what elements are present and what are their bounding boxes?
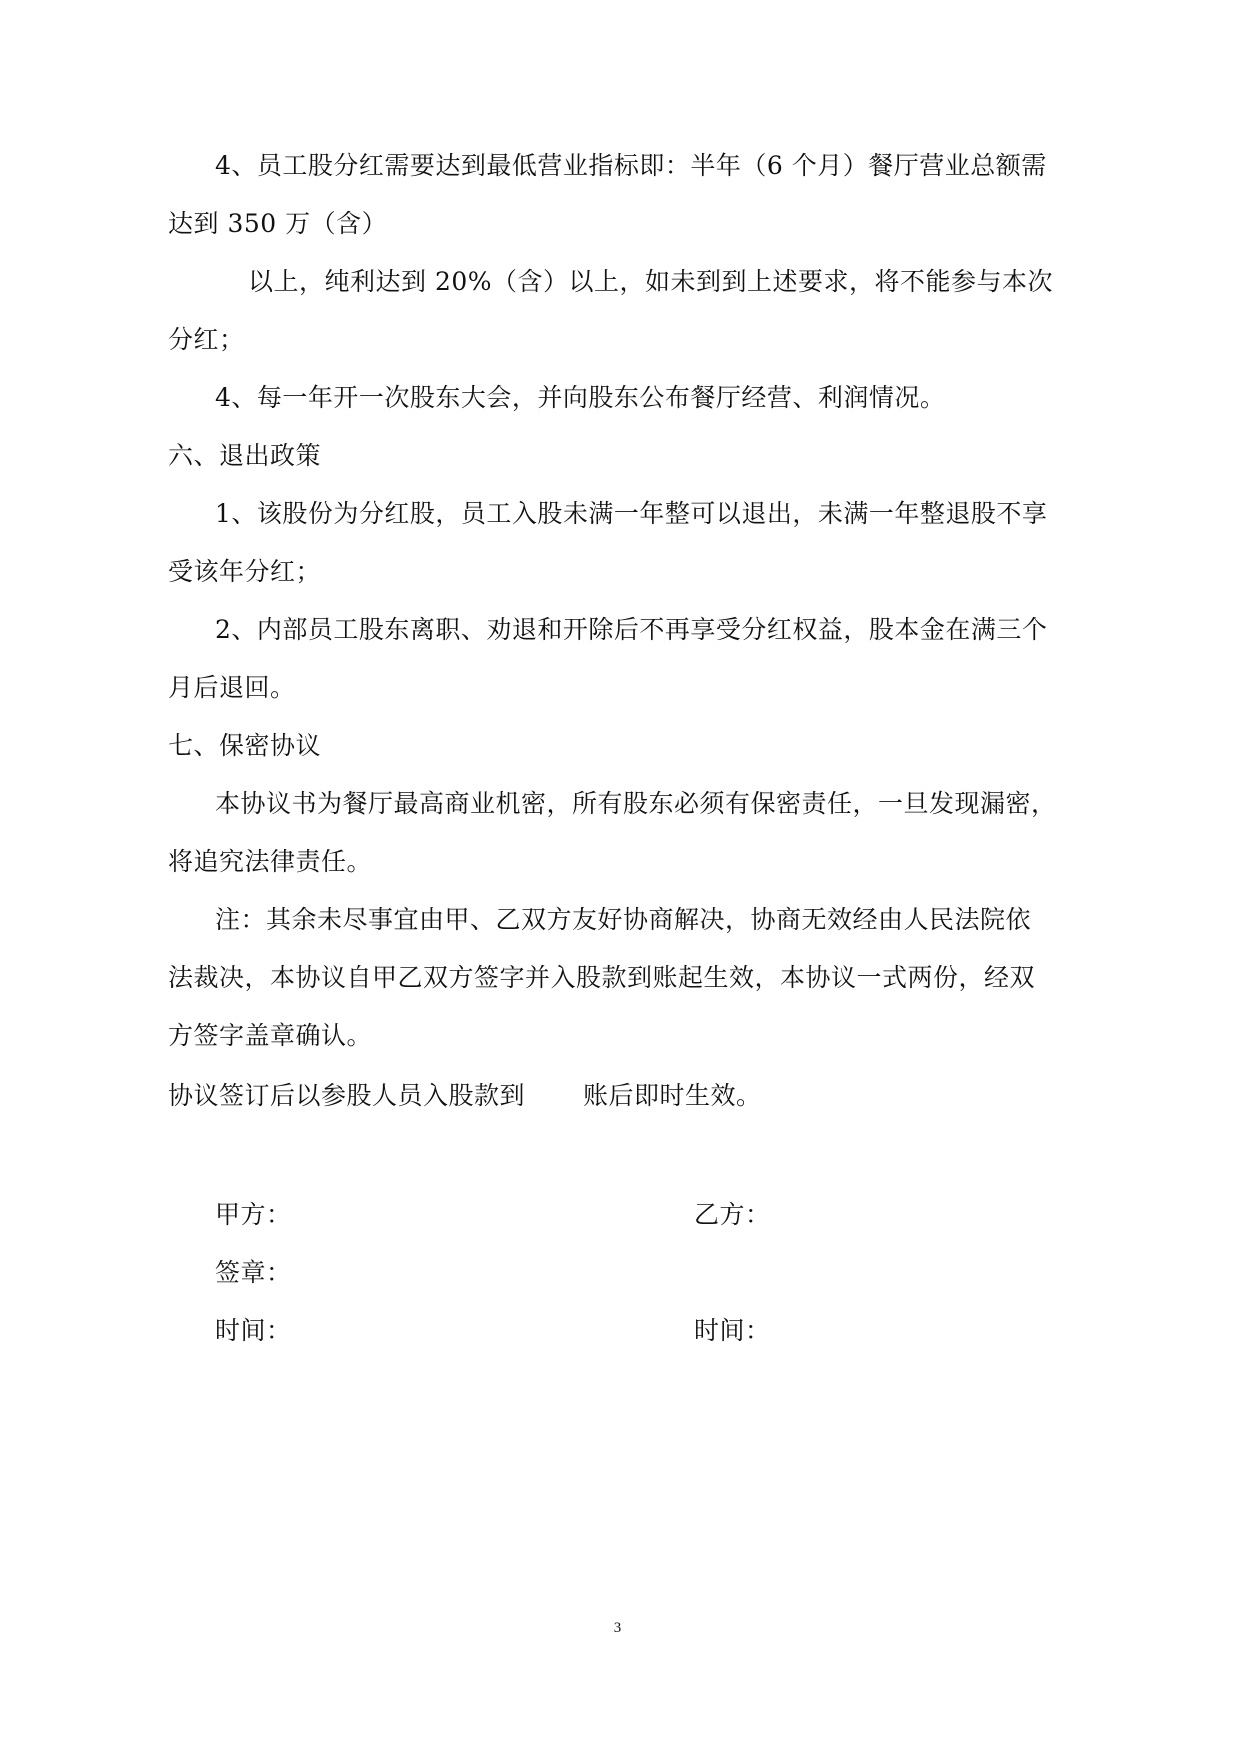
paragraph-line: 方签字盖章确认。 <box>168 1021 373 1050</box>
paragraph-line: 受该年分红； <box>168 557 322 586</box>
paragraph-line: 1、该股份为分红股，员工入股未满一年整可以退出，未满一年整退股不享 <box>215 499 1048 528</box>
paragraph-line: 4、每一年开一次股东大会，并向股东公布餐厅经营、利润情况。 <box>215 383 946 412</box>
party-a-time-label: 时间： <box>215 1316 292 1345</box>
page-number: 3 <box>613 1620 622 1636</box>
section-heading: 七、保密协议 <box>168 731 322 760</box>
paragraph-line: 月后退回。 <box>168 673 296 702</box>
section-heading: 六、退出政策 <box>168 441 322 470</box>
seal-label: 签章： <box>215 1258 292 1287</box>
party-a-label: 甲方： <box>215 1200 292 1229</box>
paragraph-line: 2、内部员工股东离职、劝退和开除后不再享受分红权益，股本金在满三个 <box>215 615 1048 644</box>
party-b-label: 乙方： <box>694 1200 771 1229</box>
paragraph-line: 以上，纯利达到 20%（含）以上，如未到到上述要求，将不能参与本次 <box>248 267 1054 296</box>
paragraph-line: 本协议书为餐厅最高商业机密，所有股东必须有保密责任，一旦发现漏密， <box>215 789 1057 818</box>
paragraph-line: 4、员工股分红需要达到最低营业指标即：半年（6 个月）餐厅营业总额需 <box>215 151 1047 180</box>
paragraph-line: 将追究法律责任。 <box>168 847 373 876</box>
paragraph-line: 注：其余未尽事宜由甲、乙双方友好协商解决，协商无效经由人民法院依 <box>215 905 1032 934</box>
paragraph-line: 法裁决，本协议自甲乙双方签字并入股款到账起生效，本协议一式两份，经双 <box>168 963 1036 992</box>
effective-clause-part1: 协议签订后以参股人员入股款到 <box>168 1081 526 1110</box>
party-b-time-label: 时间： <box>694 1316 771 1345</box>
paragraph-line: 达到 350 万（含） <box>168 209 388 238</box>
effective-clause-part2: 账后即时生效。 <box>583 1081 762 1110</box>
paragraph-line: 分红； <box>168 325 245 354</box>
